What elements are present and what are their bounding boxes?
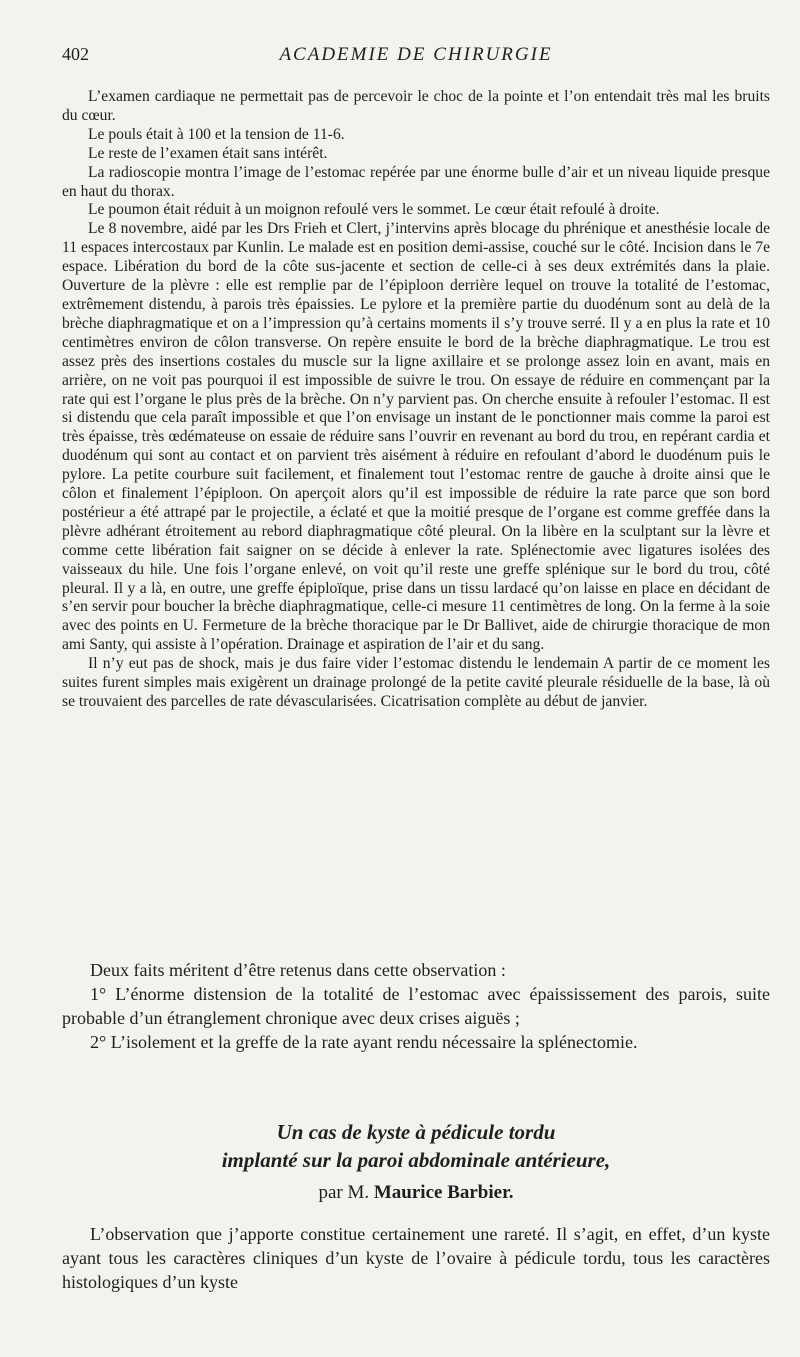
article-first-paragraph: L’observation que j’apporte constitue certainement une rareté. Il s’agit, en effet, d’un kyste ayant tous les caractères cliniques d’un kyste de l’ovaire à pédicule tordu, tous les caractères histologiques d’un kyste (62, 1224, 770, 1292)
author-prefix: par M. (318, 1182, 370, 1203)
paragraph-postop: Il n’y eut pas de shock, mais je dus faire vider l’estomac distendu le lendemain A partir de ce moment les suites furent simples mais exigèrent un drainage prolongé de la petite cavité pleurale résiduelle de la base, là où se trouvaient des parcelles de rate dévascularisées. Cicatrisation complète au début de janvier. (62, 655, 770, 710)
paragraph-lung: Le poumon était réduit à un moignon refoulé vers le sommet. Le cœur était refoulé à droite. (88, 201, 660, 219)
observation-text (62, 88, 770, 712)
article-heading (62, 1118, 770, 1206)
article-body (62, 1222, 770, 1294)
paragraph-cardiac-exam: L’examen cardiaque ne permettait pas de percevoir le choc de la pointe et l’on entendait très mal les bruits du cœur. (62, 88, 770, 124)
paragraph-exam-rest: Le reste de l’examen était sans intérêt. (88, 144, 328, 162)
paragraph-radioscopy: La radioscopie montra l’image de l’estomac repérée par une énorme bulle d’air et un niveau liquide presque en haut du thorax. (62, 163, 770, 200)
paragraph-operation: Le 8 novembre, aidé par les Drs Frieh et Clert, j’intervins après blocage du phrénique et anesthésie locale de 11 espaces intercostaux par Kunlin. Le malade est en position demi-assise, couché sur le côté. Incision dans le 7e espace. Libération du bord de la côte sus-jacente et section de celle-ci à ses deux extrémités dans la plaie. Ouverture de la plèvre : elle est remplie par de l’épiploon derrière lequel on trouve la totalité de l’estomac, extrêmement distendu, à parois très épaissies. Le pylore et la première partie du duodénum sont au delà de la brèche diaphragmatique et on a l’impression qu’à certains moments il s’y trouve serré. Il y a en plus la rate et 10 centimètres environ de côlon transverse. On repère ensuite le bord de la brèche diaphragmatique. Le trou est assez près des insertions costales du muscle sur la ligne axillaire et se prolonge assez loin en avant, mais en arrière, on ne voit pas pourquoi il est impossible de suivre le trou. On essaye de réduire en commençant par la rate qui est l’organe le plus près de la brèche. On n’y parvient pas. On cherche ensuite à refouler l’estomac. Il est si distendu que cela paraît impossible et que l’on envisage un instant de le ponctionner mais comme la paroi est très épaisse, très œdémateuse on essaie de réduire sans l’ouvrir en revenant au bord du trou, en repérant cardia et duodénum qui sont au contact et on parvient très aisément à réduire en refoulant d’abord le duodénum puis le pylore. La petite courbure suit facilement, et finalement tout l’estomac rentre de gauche à droite ainsi que le côlon et finalement l’épiploon. On aperçoit alors qu’il est impossible de réduire la rate parce que son bord postérieur a été attrapé par le projectile, a éclaté et que la moitié presque de l’organe est comme greffée dans la plèvre adhérant étroitement au rebord diaphragmatique côté pleural. On la libère en la sculptant sur la lèvre et comme cette libération fait saigner on se décide à enlever la rate. Splénectomie avec ligatures isolées des vaisseaux du hile. Une fois l’organe enlevé, on voit qu’il reste une greffe splénique sur le bord du trou, côté pleural. Il y a là, en outre, une greffe épiploïque, prise dans un tissu lardacé qu’on laisse en place en décidant de s’en servir pour boucher la brèche diaphragmatique, celle-ci mesure 11 centimètres de long. On la ferme à la soie avec des points en U. Fermeture de la brèche thoracique par le Dr Ballivet, aide de chirurgie thoracique de mon ami Santy, qui assiste à l’opération. Drainage et aspiration de l’air et du sang. (62, 220, 770, 654)
article-title-line-1: Un cas de kyste à pédicule tordu (276, 1120, 556, 1144)
article-title-line-2: implanté sur la paroi abdominale antérieure, (221, 1148, 611, 1172)
page-number: 402 (62, 44, 89, 64)
paragraph-pulse: Le pouls était à 100 et la tension de 11-6. (88, 125, 345, 143)
author-name: Maurice Barbier. (373, 1182, 514, 1203)
article-title (62, 1118, 770, 1174)
page-header (62, 44, 770, 74)
conclusion-point-1: 1° L’énorme distension de la totalité de l’estomac avec épaississement des parois, suite probable d’un étranglement chronique avec deux crises aiguës ; (62, 984, 770, 1028)
running-title: ACADEMIE DE CHIRURGIE (279, 44, 553, 65)
conclusion-text (62, 958, 770, 1054)
conclusion-point-2: 2° L’isolement et la greffe de la rate ayant rendu nécessaire la splénectomie. (90, 1032, 638, 1052)
article-author (62, 1180, 770, 1206)
conclusion-intro: Deux faits méritent d’être retenus dans cette observation : (90, 960, 506, 980)
